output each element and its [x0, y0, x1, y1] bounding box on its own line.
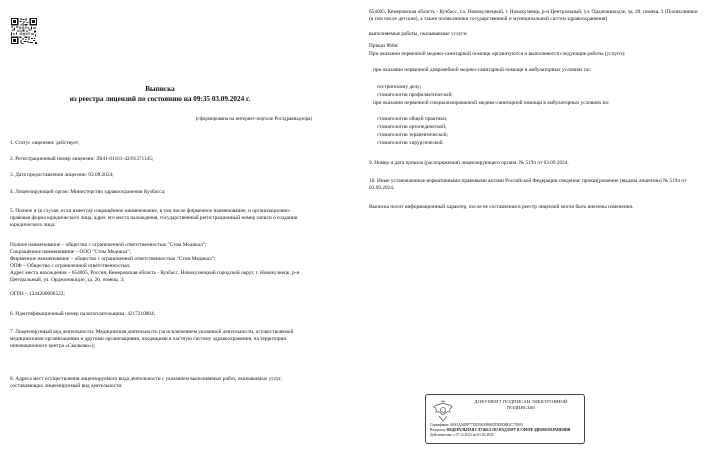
validity-label: Действителен: — [430, 432, 453, 437]
owner-value: ФЕДЕРАЛЬНАЯ СЛУЖБА ПО НАДЗОРУ В СФЕРЕ ЗДРАВООХРАНЕНИЯ — [446, 427, 571, 432]
service-orthopedic-dentistry: стоматологии ортопедической; — [377, 124, 447, 130]
item-2-reg-number: 2. Регистрационный номер лицензии: Л041-01161-42/01371145; — [10, 156, 154, 162]
item-8-locations: 8. Адреса мест осуществления лицензируемого вида деятельности с указанием выполняемых работ, оказываемых услуг, составляющих лицензируемый вид деятельности: — [10, 376, 283, 389]
service-surgical-dentistry: стоматологии хирургической. — [377, 140, 444, 146]
signature-details — [430, 423, 582, 437]
item-7-activity: 7. Лицензируемый вид деятельности: Медицинская деятельность (за исключением указанной деятельности, осуществляемой медицинскими организациями и другими организациями, входящими в частную систему здравоохранения, на территории инновационного центра «Сколково»); — [10, 329, 294, 349]
qr-code — [11, 18, 37, 44]
org-brand-name: Фирменное наименование – общество с ограниченной ответственностью "Стом Медикал"; — [10, 256, 216, 262]
closing-note: Выписка носит информационный характер, после ее составления в реестр лицензий могли быть внесены изменения. — [369, 204, 634, 210]
service-general-dentistry: стоматологии общей практики; — [377, 116, 448, 122]
item-10-other-info: 10. Иные установленные нормативными правовыми актами Российской Федерации сведения: приказ[решение (выдача лицензии) № 519л от 03.09.2024. — [369, 178, 687, 191]
item-1-status: 1. Статус лицензии: действует; — [10, 140, 80, 146]
works-label: выполняемые работы, оказываемые услуги: — [369, 31, 468, 37]
signature-validity-line — [430, 433, 582, 438]
owner-label: Владелец: — [430, 427, 446, 432]
service-nursing: сестринскому делу; — [377, 84, 422, 90]
certificate-value: 00A5A36DF77ED358A9B6ED5EFD8E2C75D03 — [450, 423, 523, 427]
left-page — [0, 0, 352, 454]
service-preventive-dentistry: стоматологии профилактической; — [377, 92, 453, 98]
org-full-name: Полное наименование – общество с ограниченной ответственностью "Стом Медикал"; — [10, 242, 207, 248]
org-ogrn: ОГРН – 1244200006522; — [10, 291, 65, 297]
service-therapeutic-dentistry: стоматологии терапевтической; — [377, 132, 449, 138]
org-short-name: Сокращённое наименование – ООО "Стом Медикал"; — [10, 249, 132, 255]
org-legal-form: ОПФ – Общество с ограниченной ответственностью; — [10, 263, 131, 269]
portal-note: (сформирована на интернет-портале Росздравнадзора) — [195, 117, 312, 122]
electronic-signature-stamp — [425, 394, 585, 444]
signature-heading: ДОКУМЕНТ ПОДПИСАН ЭЛЕКТРОННОЙ ПОДПИСЬЮ — [474, 399, 568, 410]
specialized-care-intro: при оказании первичной специализированной медико-санитарной помощи в амбулаторных условиях по: — [373, 100, 610, 106]
validity-value: с 07.12.2023 по 01.03.2025 — [453, 432, 494, 437]
title-line-2: из реестра лицензий по состоянию на 09:35 03.09.2024 г. — [69, 94, 251, 103]
location-address: 654005, Кемеровская область - Кузбасс, г.о. Новокузнецкий, г. Новокузнецк, р-н Центральный, ул. Орджоникидзе, зд. 20, помещ. 3 (Поликлиники (в том числе детские), а также поликлиники государственной и муниципальной систем здравоохранения) — [369, 9, 698, 22]
item-3-date: 3. Дата предоставления лицензии: 03.09.2024; — [10, 172, 114, 178]
item-4-authority: 4. Лицензирующий орган: Министерство здравоохранения Кузбасса; — [10, 189, 166, 195]
document-title — [0, 85, 320, 104]
right-page — [353, 0, 705, 454]
title-line-1: Выписка — [145, 85, 175, 93]
emblem-icon — [430, 400, 456, 424]
order-number: Приказ 866н: — [369, 43, 399, 49]
item-9-order: 9. Номер и дата приказа (распоряжения) лицензирующего органа: № 519л от 03.09.2024. — [369, 160, 569, 166]
certificate-label: Сертификат: — [430, 423, 450, 427]
item-5-name-heading: 5. Полное и (в случае, если имеется) сокращённое наименование, в том числе фирменное наименование, и организационно-правовая форма юридического лица, адрес его места нахождения, государственный регистрационный номер записи о создании юридического лица: — [10, 208, 298, 228]
org-address: Адрес места нахождения – 654005, Россия, Кемеровская область - Кузбасс, Новокузнецкий городской округ, г. Новокузнецк, р-н Центральный, ул. Орджоникидзе, зд. 20, помещ. 3; — [10, 270, 300, 283]
premedical-care-intro: при оказании первичной доврачебной медико-санитарной помощи в амбулаторных условиях по: — [373, 67, 592, 73]
primary-care-intro: При оказании первичной медико-санитарной помощи организуются и выполняются следующие работы (услуги): — [369, 51, 626, 57]
item-6-inn: 6. Идентификационный номер налогоплательщика: 4217210804; — [10, 311, 156, 317]
